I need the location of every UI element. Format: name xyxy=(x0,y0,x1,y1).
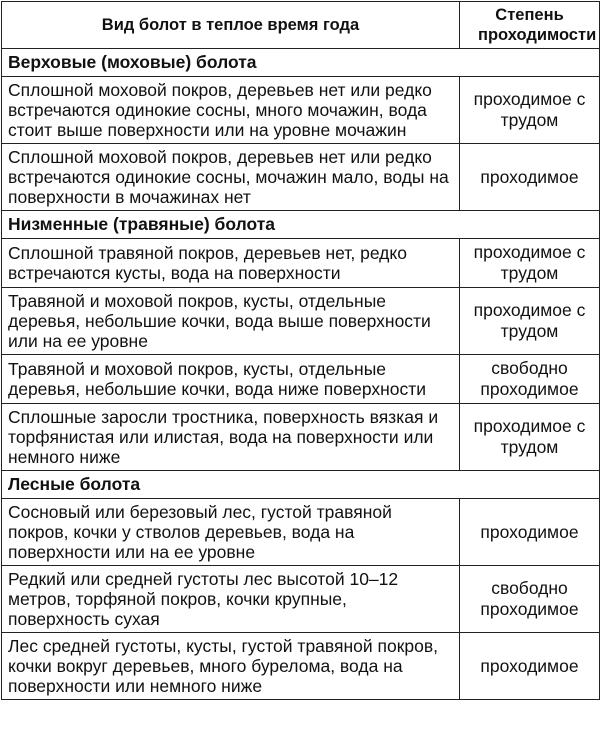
table-header-row xyxy=(2,2,600,49)
table-row xyxy=(2,566,600,633)
row-description: Сплошной моховой покров, деревьев нет или редко встречаются одинокие сосны, много мочажин, вода стоит выше поверхности или на уровне мочажин xyxy=(2,77,460,144)
swamp-passability-table xyxy=(1,1,600,700)
row-description: Сплошной травяной покров, деревьев нет, редко встречаются кусты, вода на поверхности xyxy=(2,239,460,288)
table-row xyxy=(2,499,600,566)
row-description: Редкий или средней густоты лес высотой 10–12 метров, торфяной покров, кочки крупные, поверхность сухая xyxy=(2,566,460,633)
row-description: Травяной и моховой покров, кусты, отдельные деревья, небольшие кочки, вода выше поверхности или на ее уровне xyxy=(2,288,460,355)
section-title: Верховые (моховые) болота xyxy=(2,49,600,77)
row-description: Сосновый или березовый лес, густой травяной покров, кочки у стволов деревьев, вода на поверхности или на ее уровне xyxy=(2,499,460,566)
table-row xyxy=(2,288,600,355)
section-title: Лесные болота xyxy=(2,471,600,499)
table-row xyxy=(2,355,600,404)
table-row xyxy=(2,144,600,211)
row-passability: проходимое с трудом xyxy=(460,404,600,471)
table-row xyxy=(2,77,600,144)
section-row-lowland xyxy=(2,211,600,239)
section-row-forest xyxy=(2,471,600,499)
section-title: Низменные (травяные) болота xyxy=(2,211,600,239)
row-description: Сплошной моховой покров, деревьев нет или редко встречаются одинокие сосны, мочажин мало, воды на поверхности в мочажинах нет xyxy=(2,144,460,211)
row-passability: свободно проходимое xyxy=(460,355,600,404)
row-passability: проходимое xyxy=(460,144,600,211)
row-description: Травяной и моховой покров, кусты, отдельные деревья, небольшие кочки, вода ниже поверхности xyxy=(2,355,460,404)
table-row xyxy=(2,404,600,471)
header-swamp-type: Вид болот в теплое время года xyxy=(2,2,460,49)
row-passability: свободно проходимое xyxy=(460,566,600,633)
row-passability: проходимое с трудом xyxy=(460,77,600,144)
row-passability: проходимое xyxy=(460,633,600,700)
row-description: Сплошные заросли тростника, поверхность вязкая и торфянистая или илистая, вода на поверхности или немного ниже xyxy=(2,404,460,471)
table-row xyxy=(2,239,600,288)
table-row xyxy=(2,633,600,700)
row-passability: проходимое с трудом xyxy=(460,288,600,355)
header-passability: Степень проходимости xyxy=(460,2,600,49)
row-passability: проходимое с трудом xyxy=(460,239,600,288)
section-row-upland xyxy=(2,49,600,77)
row-passability: проходимое xyxy=(460,499,600,566)
row-description: Лес средней густоты, кусты, густой травяной покров, кочки вокруг деревьев, много бурелома, вода на поверхности или немного ниже xyxy=(2,633,460,700)
